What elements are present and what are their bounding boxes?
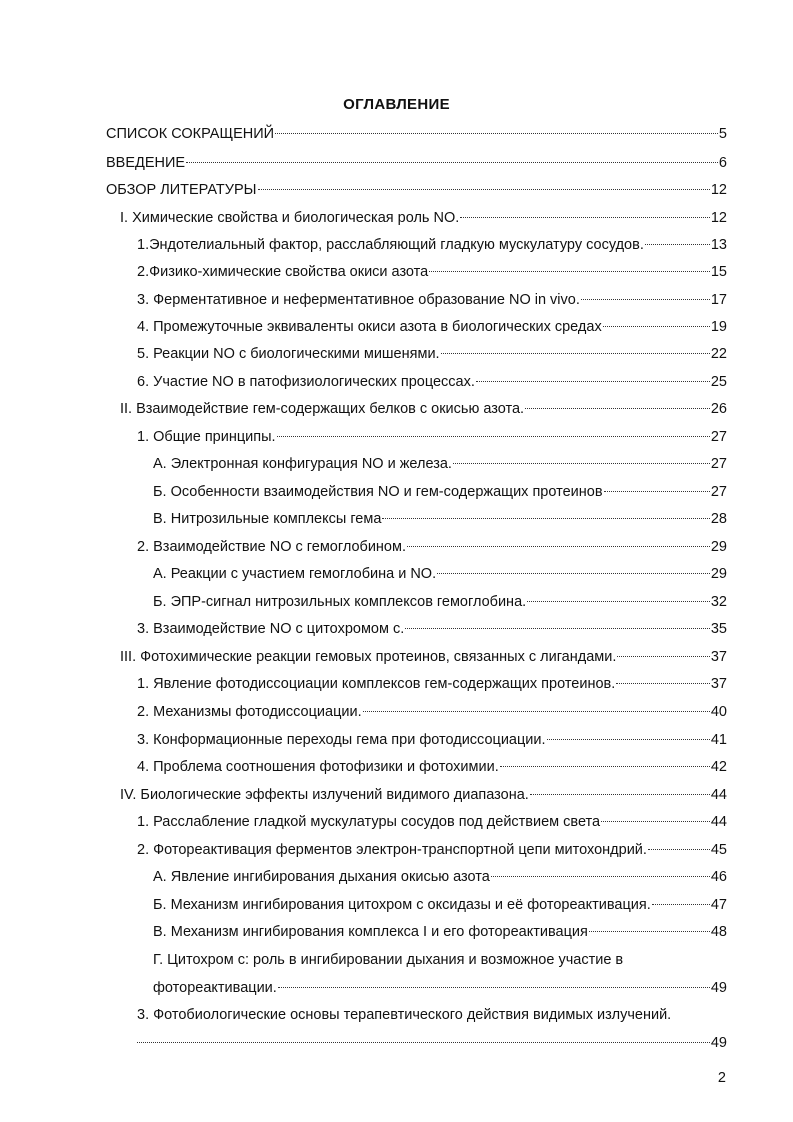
toc-entry-text: IV. Биологические эффекты излучений видимого диапазона. <box>120 787 529 803</box>
toc-entry-text: СПИСОК СОКРАЩЕНИЙ <box>106 126 275 142</box>
toc-entry-page: 48 <box>710 924 727 940</box>
toc-entry <box>137 702 727 722</box>
toc-entry-page: 25 <box>710 374 727 390</box>
toc-entry-page: 44 <box>710 814 727 830</box>
toc-entry-page: 44 <box>710 787 727 803</box>
page-number: 2 <box>717 1070 726 1086</box>
toc-entry-page: 49 <box>710 1035 727 1051</box>
toc-entry-page: 42 <box>710 759 727 775</box>
toc-entry <box>153 564 727 584</box>
toc-entry <box>153 867 727 887</box>
toc-entry <box>137 372 727 392</box>
toc-entry-text: Б. Механизм ингибирования цитохром с оксидазы и её фотореактивация. <box>153 897 651 913</box>
toc-entry <box>120 208 727 228</box>
toc-entry <box>137 290 727 310</box>
toc-entry <box>153 922 727 942</box>
toc-entry-page: 37 <box>710 649 727 665</box>
toc-entry <box>137 262 727 282</box>
toc-entry-page: 27 <box>710 456 727 472</box>
toc-entry-text: ВВЕДЕНИЕ <box>106 155 186 171</box>
toc-entry-page: 47 <box>710 897 727 913</box>
toc-entry-text: А. Реакции с участием гемоглобина и NO. <box>153 566 437 582</box>
toc-entry-page: 46 <box>710 869 727 885</box>
toc-entry-text: 3. Конформационные переходы гема при фотодиссоциации. <box>137 732 546 748</box>
toc-entry-page: 27 <box>710 429 727 445</box>
toc-entry-page: 29 <box>710 566 727 582</box>
toc-entry-text: III. Фотохимические реакции гемовых протеинов, связанных с лигандами. <box>120 649 617 665</box>
toc-entry <box>137 235 727 255</box>
toc-entry-text: А. Электронная конфигурация NO и железа. <box>153 456 452 472</box>
toc-entry-text: 1. Явление фотодиссоциации комплексов гем-содержащих протеинов. <box>137 676 616 692</box>
toc-entry <box>106 180 727 200</box>
toc-entry-text: 2. Механизмы фотодиссоциации. <box>137 704 362 720</box>
toc-entry-text: I. Химические свойства и биологическая роль NO. <box>120 210 460 226</box>
toc-entry <box>153 454 727 474</box>
toc-entry-text: 2. Взаимодействие NO с гемоглобином. <box>137 539 406 555</box>
toc-entry-text: 1. Расслабление гладкой мускулатуры сосудов под действием света <box>137 814 601 830</box>
toc-entry <box>137 344 727 364</box>
toc-entry-text: 3. Фотобиологические основы терапевтического действия видимых излучений. <box>137 1007 672 1023</box>
toc-entry-text: А. Явление ингибирования дыхания окисью азота <box>153 869 490 885</box>
toc-entry-text: 4. Промежуточные эквиваленты окиси азота в биологических средах <box>137 319 602 335</box>
toc-entry <box>137 840 727 860</box>
toc-entry-text: 4. Проблема соотношения фотофизики и фотохимии. <box>137 759 499 775</box>
toc-entry <box>153 592 727 612</box>
toc-entry-text: В. Механизм ингибирования комплекса I и его фотореактивация <box>153 924 588 940</box>
toc-entry <box>137 730 727 750</box>
toc-entry-page: 5 <box>718 126 727 142</box>
toc-entry-page: 22 <box>710 346 727 362</box>
toc-entry <box>137 427 727 447</box>
toc-entry-text: 3. Ферментативное и неферментативное образование NO in vivo. <box>137 292 580 308</box>
toc-entry <box>137 757 727 777</box>
toc-entry-page: 32 <box>710 594 727 610</box>
page-title: ОГЛАВЛЕНИЕ <box>343 96 450 113</box>
toc-entry-text: 6. Участие NO в патофизиологических процессах. <box>137 374 475 390</box>
toc-entry-page: 12 <box>710 182 727 198</box>
toc-entry-page: 13 <box>710 237 727 253</box>
toc-entry-page: 41 <box>710 732 727 748</box>
toc-entry <box>120 647 727 667</box>
toc-entry-page: 29 <box>710 539 727 555</box>
toc-entry-text: ОБЗОР ЛИТЕРАТУРЫ <box>106 182 257 198</box>
toc-entry-text: Б. ЭПР-сигнал нитрозильных комплексов гемоглобина. <box>153 594 527 610</box>
toc-entry-page: 40 <box>710 704 727 720</box>
toc-entry-text: 5. Реакции NO с биологическими мишенями. <box>137 346 440 362</box>
toc-entry <box>120 399 727 419</box>
toc-entry-text: В. Нитрозильные комплексы гема <box>153 511 382 527</box>
toc-entry <box>120 785 727 805</box>
toc-entry-page: 28 <box>710 511 727 527</box>
toc-entry-text: 2. Фотореактивация ферментов электрон-транспортной цепи митохондрий. <box>137 842 647 858</box>
toc-entry <box>106 153 727 173</box>
toc-entry <box>137 812 727 832</box>
toc-entry <box>106 124 727 144</box>
toc-entry-text: 2.Физико-химические свойства окиси азота <box>137 264 429 280</box>
toc-entry-page: 37 <box>710 676 727 692</box>
toc-entry <box>137 1033 727 1053</box>
toc-entry-page: 27 <box>710 484 727 500</box>
toc-entry-page: 15 <box>710 264 727 280</box>
toc-entry <box>137 537 727 557</box>
toc-entry <box>153 978 727 998</box>
toc-entry-page: 17 <box>710 292 727 308</box>
toc-entry-text: 1.Эндотелиальный фактор, расслабляющий гладкую мускулатуру сосудов. <box>137 237 644 253</box>
toc-entry-page: 12 <box>710 210 727 226</box>
toc-entry-page: 45 <box>710 842 727 858</box>
toc-entry <box>153 482 727 502</box>
toc-entry-text: II. Взаимодействие гем-содержащих белков с окисью азота. <box>120 401 525 417</box>
toc-entry <box>137 674 727 694</box>
toc-entry-page: 49 <box>710 980 727 996</box>
toc-entry <box>153 895 727 915</box>
toc-entry-text: Б. Особенности взаимодействия NO и гем-содержащих протеинов <box>153 484 603 500</box>
toc-entry <box>137 317 727 337</box>
toc-entry <box>153 509 727 529</box>
toc-entry-text: Г. Цитохром с: роль в ингибировании дыхания и возможное участие в <box>153 952 624 968</box>
toc-entry-page: 6 <box>718 155 727 171</box>
toc-entry-text: 1. Общие принципы. <box>137 429 276 445</box>
toc-entry-page: 35 <box>710 621 727 637</box>
toc-entry-page: 26 <box>710 401 727 417</box>
toc-entry-text-continued: фотореактивации. <box>153 980 277 996</box>
toc-entry <box>137 619 727 639</box>
toc-entry-text: 3. Взаимодействие NO с цитохромом с. <box>137 621 405 637</box>
toc-entry-page: 19 <box>710 319 727 335</box>
